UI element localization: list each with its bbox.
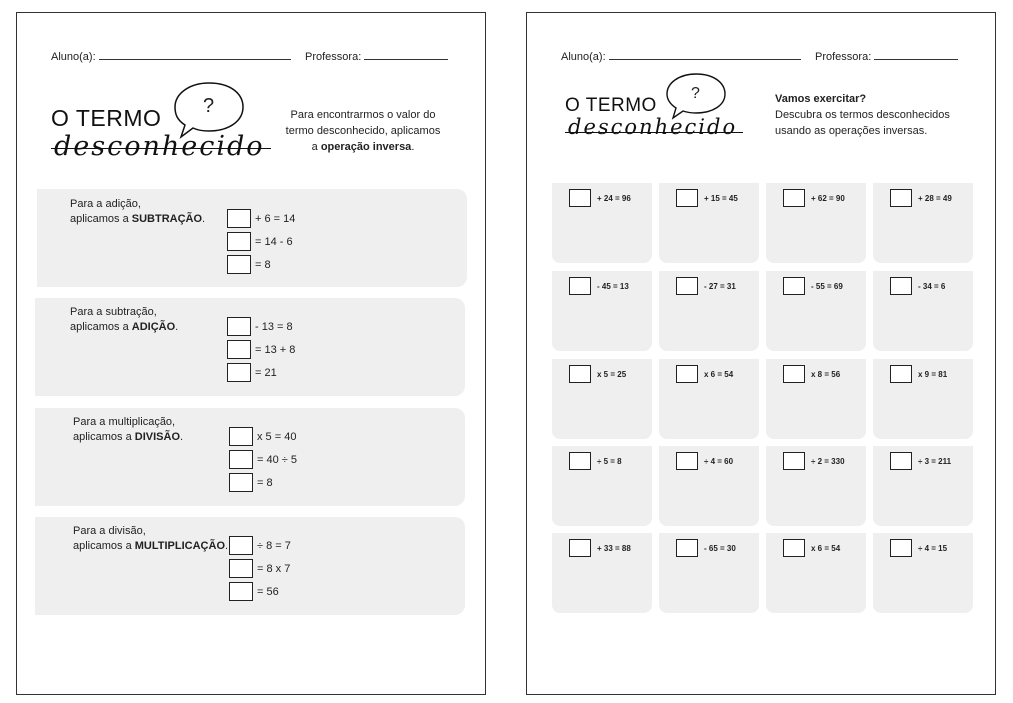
unknown-box[interactable] — [227, 209, 251, 228]
unknown-box[interactable] — [229, 473, 253, 492]
equation-step: + 6 = 14 — [255, 213, 296, 225]
exercise-cell — [873, 359, 973, 439]
answer-box[interactable] — [676, 277, 698, 295]
exercise-equation: + 15 = 45 — [704, 194, 738, 203]
unknown-box[interactable] — [227, 317, 251, 336]
exercise-instructions: Vamos exercitar? Descubra os termos desconhecidos usando as operações inversas. — [775, 93, 950, 137]
answer-box[interactable] — [890, 277, 912, 295]
exercise-equation: - 45 = 13 — [597, 282, 629, 291]
exercise-equation: x 6 = 54 — [811, 544, 841, 553]
panel-description: Para a adição, aplicamos a SUBTRAÇÃO. — [70, 198, 206, 225]
title-logo — [51, 79, 281, 169]
answer-box[interactable] — [569, 539, 591, 557]
exercise-equation: ÷ 4 = 15 — [918, 544, 948, 553]
exercise-cell — [766, 271, 866, 351]
exercise-cell — [766, 359, 866, 439]
exercise-equation: + 24 = 96 — [597, 194, 631, 203]
teacher-name-field[interactable]: Professora: — [305, 49, 448, 63]
exercise-equation: + 33 = 88 — [597, 544, 631, 553]
panel-description: Para a divisão, aplicamos a MULTIPLICAÇÃO. — [73, 525, 229, 552]
unknown-box[interactable] — [227, 232, 251, 251]
equation-step: = 8 x 7 — [257, 563, 291, 575]
exercise-cell — [659, 183, 759, 263]
answer-box[interactable] — [890, 189, 912, 207]
exercise-equation: x 6 = 54 — [704, 370, 734, 379]
answer-box[interactable] — [676, 365, 698, 383]
answer-box[interactable] — [676, 452, 698, 470]
logo-line-1: O TERMO — [51, 105, 162, 131]
exercise-cell — [659, 359, 759, 439]
panel-division — [35, 517, 465, 615]
exercise-cell — [766, 446, 866, 526]
equation-step: x 5 = 40 — [257, 431, 297, 443]
equation-step: = 40 ÷ 5 — [257, 454, 297, 466]
answer-box[interactable] — [783, 452, 805, 470]
exercise-equation: ÷ 3 = 211 — [918, 457, 952, 466]
answer-box[interactable] — [783, 189, 805, 207]
exercise-equation: x 8 = 56 — [811, 370, 841, 379]
teacher-name-line[interactable] — [364, 49, 448, 60]
answer-box[interactable] — [569, 189, 591, 207]
unknown-box[interactable] — [229, 559, 253, 578]
exercise-equation: x 5 = 25 — [597, 370, 627, 379]
title-logo — [565, 71, 765, 151]
exercise-equation: + 62 = 90 — [811, 194, 845, 203]
exercise-equation: x 9 = 81 — [918, 370, 948, 379]
exercise-cell — [873, 533, 973, 613]
answer-box[interactable] — [676, 539, 698, 557]
exercise-cell — [659, 533, 759, 613]
teacher-name-field[interactable]: Professora: — [815, 49, 958, 63]
exercise-cell — [552, 183, 652, 263]
logo-line-2: desconhecido — [568, 115, 738, 139]
student-name-field[interactable]: Aluno(a): — [51, 49, 291, 63]
panel-description: Para a subtração, aplicamos a ADIÇÃO. — [70, 306, 179, 333]
panel-multiplication — [35, 408, 465, 506]
answer-box[interactable] — [783, 539, 805, 557]
answer-box[interactable] — [569, 277, 591, 295]
equation-step: - 13 = 8 — [255, 321, 293, 333]
answer-box[interactable] — [890, 365, 912, 383]
equation-step: = 56 — [257, 586, 279, 598]
student-name-field[interactable]: Aluno(a): — [561, 49, 801, 63]
equation-step: = 21 — [255, 367, 277, 379]
answer-box[interactable] — [569, 452, 591, 470]
exercise-cell — [873, 183, 973, 263]
answer-box[interactable] — [783, 365, 805, 383]
exercise-cell — [766, 183, 866, 263]
answer-box[interactable] — [890, 539, 912, 557]
equation-step: = 13 + 8 — [255, 344, 296, 356]
equation-step: = 14 - 6 — [255, 236, 293, 248]
equation-step: ÷ 8 = 7 — [257, 540, 291, 552]
exercise-equation: + 28 = 49 — [918, 194, 952, 203]
worksheet-exercises — [526, 12, 996, 695]
equation-step: = 8 — [255, 259, 271, 271]
panel-description: Para a multiplicação, aplicamos a DIVISÃO. — [73, 416, 184, 443]
teacher-name-line[interactable] — [874, 49, 958, 60]
unknown-box[interactable] — [229, 427, 253, 446]
exercise-cell — [766, 533, 866, 613]
unknown-box[interactable] — [229, 582, 253, 601]
exercise-equation: - 34 = 6 — [918, 282, 946, 291]
intro-text: Para encontrarmos o valor do termo desconhecido, aplicamos a operação inversa. — [285, 109, 441, 153]
logo-line-1: O TERMO — [565, 95, 657, 116]
unknown-box[interactable] — [229, 450, 253, 469]
exercise-cell — [552, 271, 652, 351]
unknown-box[interactable] — [229, 536, 253, 555]
exercise-equation: ÷ 5 = 8 — [597, 457, 622, 466]
exercise-cell — [659, 446, 759, 526]
student-name-line[interactable] — [99, 49, 291, 60]
panel-subtraction — [35, 298, 465, 396]
exercise-cell — [552, 359, 652, 439]
student-name-line[interactable] — [609, 49, 801, 60]
logo-line-2: desconhecido — [54, 131, 265, 162]
exercise-cell — [659, 271, 759, 351]
exercise-cell — [873, 446, 973, 526]
exercise-equation: - 65 = 30 — [704, 544, 736, 553]
answer-box[interactable] — [890, 452, 912, 470]
equation-step: = 8 — [257, 477, 273, 489]
exercise-equation: - 27 = 31 — [704, 282, 736, 291]
exercise-equation: ÷ 2 = 330 — [811, 457, 845, 466]
panel-addition — [37, 189, 467, 287]
exercise-cell — [552, 533, 652, 613]
exercise-equation: ÷ 4 = 60 — [704, 457, 734, 466]
answer-box[interactable] — [676, 189, 698, 207]
question-mark: ? — [203, 95, 215, 117]
exercise-cell — [552, 446, 652, 526]
worksheet-explanation — [16, 12, 486, 695]
question-mark: ? — [691, 85, 700, 102]
answer-box[interactable] — [569, 365, 591, 383]
unknown-box[interactable] — [227, 340, 251, 359]
exercise-cell — [873, 271, 973, 351]
exercise-equation: - 55 = 69 — [811, 282, 843, 291]
answer-box[interactable] — [783, 277, 805, 295]
unknown-box[interactable] — [227, 363, 251, 382]
unknown-box[interactable] — [227, 255, 251, 274]
